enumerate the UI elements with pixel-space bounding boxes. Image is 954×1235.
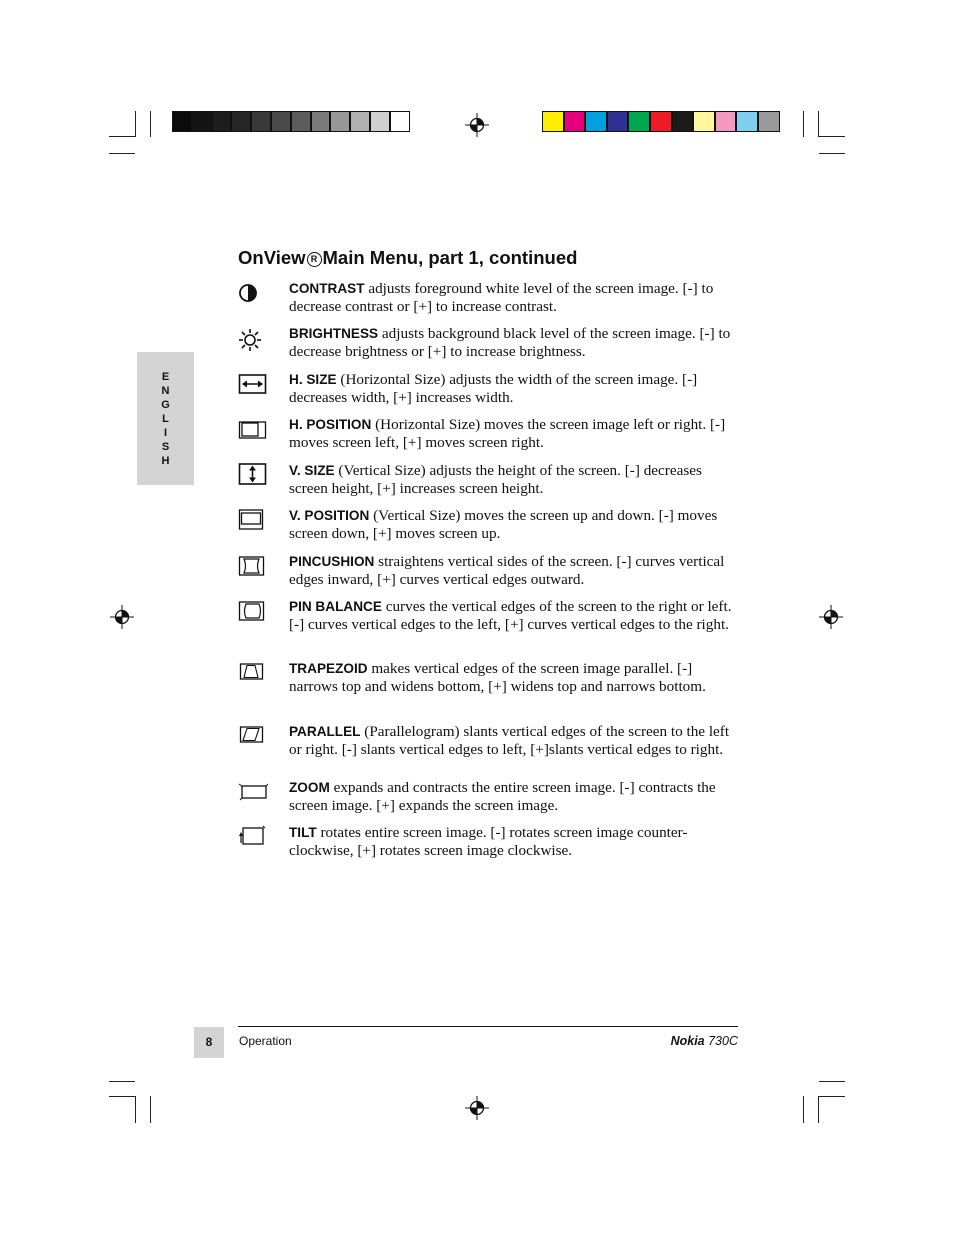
gray-swatch [212,111,232,132]
page-number: 8 [205,1035,213,1049]
page-title: OnView R Main Menu, part 1, continued [238,247,578,268]
pin-balance-icon [238,598,268,624]
h-size-icon [238,371,268,397]
menu-item-description: V. POSITION (Vertical Size) moves the screen up and down. [-] moves screen down, [+] moves screen up. [289,507,718,542]
gray-swatch [172,111,192,132]
gray-swatch [370,111,390,132]
menu-item-description: PARALLEL (Parallelogram) slants vertical edges of the screen to the left or right. [-] slants vertical edges to left, [+]slants vertical edges to right. [289,723,730,758]
gray-swatch [271,111,291,132]
contrast-icon [238,280,268,306]
gray-swatch [330,111,350,132]
gray-swatch [251,111,271,132]
menu-item-description: V. SIZE (Vertical Size) adjusts the height of the screen. [-] decreases screen height, [+] increases screen height. [289,462,702,497]
color-swatch [650,111,672,132]
language-side-tab [137,352,194,485]
color-swatch [672,111,694,132]
v-position-icon [238,507,268,533]
footer-section-label: Operation [239,1034,292,1048]
color-swatch [715,111,737,132]
registration-mark-icon [819,605,843,629]
tilt-icon [238,824,268,850]
footer-brand: Nokia [670,1034,705,1048]
gray-swatch [350,111,370,132]
pincushion-icon [238,553,268,579]
language-label: E N G L I S H [161,371,170,467]
gray-swatch [311,111,331,132]
gray-swatch [231,111,251,132]
trapezoid-icon [238,660,268,686]
gray-swatch [192,111,212,132]
color-swatch [758,111,780,132]
footer-model: 730C [708,1034,738,1048]
color-swatch [542,111,564,132]
color-swatch [628,111,650,132]
menu-item-description: TILT rotates entire screen image. [-] rotates screen image counter-clockwise, [+] rotates screen image clockwise. [289,824,688,859]
gray-swatch [390,111,410,132]
color-swatch [736,111,758,132]
footer-product-name [671,1034,738,1048]
menu-item-description: TRAPEZOID makes vertical edges of the screen image parallel. [-] narrows top and widens bottom, [+] widens top and narrows bottom. [289,660,706,695]
h-position-icon [238,416,268,442]
page-number-box [194,1027,224,1058]
color-swatch [607,111,629,132]
registered-mark-icon: R [307,252,322,267]
menu-item-description: H. SIZE (Horizontal Size) adjusts the width of the screen image. [-] decreases width, [+] increases width. [289,371,698,406]
registration-mark-icon [110,605,134,629]
color-swatch [585,111,607,132]
menu-item-description: H. POSITION (Horizontal Size) moves the screen image left or right. [-] moves screen left, [+] moves screen right. [289,416,726,451]
zoom-icon [238,779,268,805]
menu-item-description: CONTRAST adjusts foreground white level of the screen image. [-] to decrease contrast or [+] to increase contrast. [289,280,714,315]
color-swatch [693,111,715,132]
registration-mark-icon [465,1096,489,1120]
color-swatch [564,111,586,132]
menu-item-description: ZOOM expands and contracts the entire screen image. [-] contracts the screen image. [+] expands the screen image. [289,779,716,814]
footer-divider [238,1026,738,1027]
parallel-icon [238,723,268,749]
registration-mark-icon [465,113,489,137]
gray-swatch [291,111,311,132]
brightness-icon [238,325,268,351]
menu-item-description: BRIGHTNESS adjusts background black level of the screen image. [-] to decrease brightness or [+] to increase brightness. [289,325,731,360]
v-size-icon [238,462,268,488]
menu-item-description: PIN BALANCE curves the vertical edges of the screen to the right or left.[-] curves vertical edges to the left, [+] curves vertical edges to the right. [289,598,732,633]
menu-item-description: PINCUSHION straightens vertical sides of the screen. [-] curves vertical edges inward, [+] curves vertical edges outward. [289,553,725,588]
